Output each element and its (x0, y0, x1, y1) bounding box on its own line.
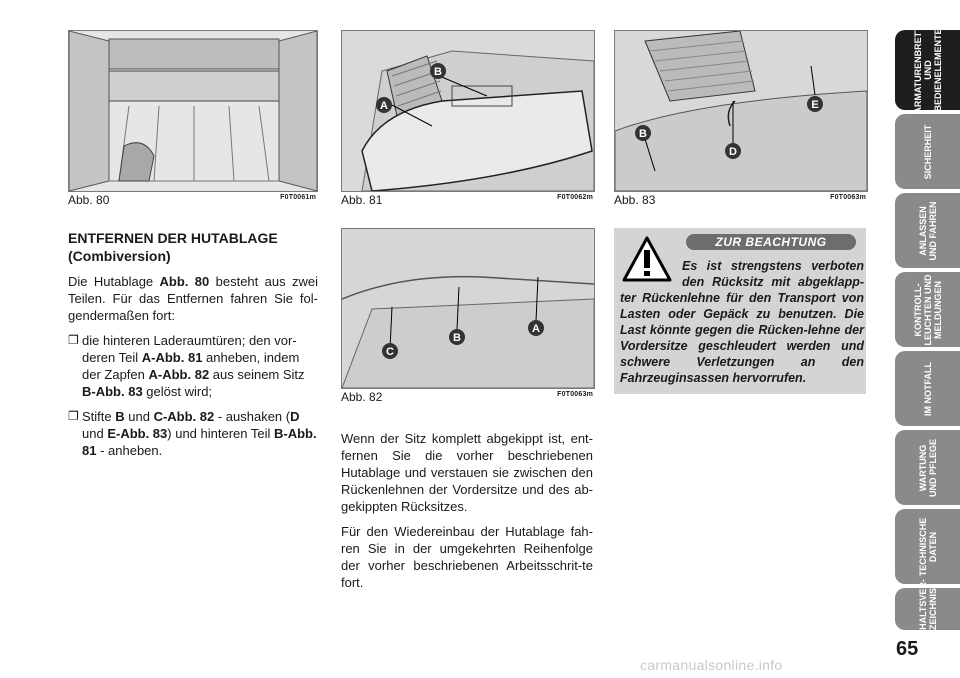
middle-column (341, 430, 593, 599)
figure-caption-83 (614, 193, 866, 207)
figure-caption-81 (341, 193, 593, 207)
callout-d: D (729, 146, 737, 158)
checkbox-bullet-icon: ❐ (68, 333, 79, 347)
tab-technische-daten[interactable]: TECHNISCHE DATEN (895, 509, 960, 584)
tab-kontrollleuchten[interactable]: KONTROLL- LEUCHTEN UND MELDUNGEN (895, 272, 960, 347)
figure-caption-82 (341, 390, 593, 404)
page-number: 65 (896, 638, 919, 660)
tab-wartung[interactable]: WARTUNG UND PFLEGE (895, 430, 960, 505)
figure-label: Abb. 82 (341, 390, 383, 404)
callout-e: E (811, 99, 819, 111)
checkbox-bullet-icon: ❐ (68, 409, 79, 423)
figure-code: F0T0061m (280, 194, 316, 201)
section-heading: ENTFERNEN DER HUTABLAGE (Combiversion) (68, 230, 278, 264)
tab-inhaltsverzeichnis[interactable]: INHALTSVER- ZEICHNIS (895, 588, 960, 630)
figure-abb-82 (341, 228, 595, 389)
watermark: carmanualsonline.info (640, 657, 783, 673)
callout-b: B (434, 66, 442, 78)
figure-code: F0T0062m (557, 194, 593, 201)
paragraph: Wenn der Sitz komplett abgekippt ist, ent-fernen Sie die vorher beschriebenen Hutablage und verstauen sie zwischen den Rückenlehnen der Vordersitze und des ab-gekippten Rücksitzes. (341, 431, 593, 514)
figure-label: Abb. 83 (614, 193, 656, 207)
icon-spacer (620, 258, 682, 278)
warning-box (614, 228, 866, 394)
rear-shelf-illustration (342, 31, 594, 191)
rear-pins-illustration (342, 229, 594, 388)
tab-anlassen[interactable]: ANLASSEN UND FAHREN (895, 193, 960, 268)
list-item: ❐ die hinteren Laderaumtüren; den vor-deren Teil A-Abb. 81 anheben, indem der Zapfen A-Abb. 82 aus seinem Sitz B-Abb. 83 gelöst wird; (68, 333, 305, 399)
warning-text: Es ist strengstens verboten den Rücksitz mit abgeklapp-ter Rückenlehne für den Transport von Lasten oder Gepäck zu benutzen. Die Last könnte gegen die Rücken-lehne der Vordersitze geschleudert werden und schwere Verletzungen an den Fahrzeuginsassen hervorrufen. (620, 259, 864, 385)
left-column (68, 229, 318, 467)
intro-paragraph: Die Hutablage Abb. 80 besteht aus zwei Teilen. Für das Entfernen fahren Sie fol-gendermaßen fort: (68, 274, 318, 323)
figure-abb-81 (341, 30, 595, 192)
figure-caption-80 (68, 193, 316, 207)
callout-a: A (380, 100, 388, 112)
callout-c: C (386, 346, 394, 358)
figure-code: F0T0063m (830, 194, 866, 201)
side-pin-illustration (615, 31, 867, 191)
tab-armaturenbrett[interactable]: ARMATURENBRETT UND BEDIENELEMENTE (895, 30, 960, 110)
paragraph: Für den Wiedereinbau der Hutablage fah-ren Sie in der umgekehrten Reihenfolge der vorher beschriebenen Arbeitsschrit-te fort. (341, 524, 593, 590)
list-item: ❐ Stifte B und C-Abb. 82 - aushaken (D und E-Abb. 83) und hinteren Teil B-Abb. 81 - anheben. (68, 409, 317, 458)
callout-b: B (453, 332, 461, 344)
tab-im-notfall[interactable]: IM NOTFALL (895, 351, 960, 426)
figure-abb-80 (68, 30, 318, 192)
tab-sicherheit[interactable]: SICHERHEIT (895, 114, 960, 189)
cargo-area-illustration (69, 31, 317, 191)
figure-label: Abb. 81 (341, 193, 383, 207)
figure-abb-83 (614, 30, 868, 192)
callout-a: A (532, 323, 540, 335)
figure-label: Abb. 80 (68, 193, 110, 207)
warning-title: ZUR BEACHTUNG (686, 234, 856, 250)
figure-code: F0T0063m (557, 391, 593, 398)
callout-b: B (639, 128, 647, 140)
